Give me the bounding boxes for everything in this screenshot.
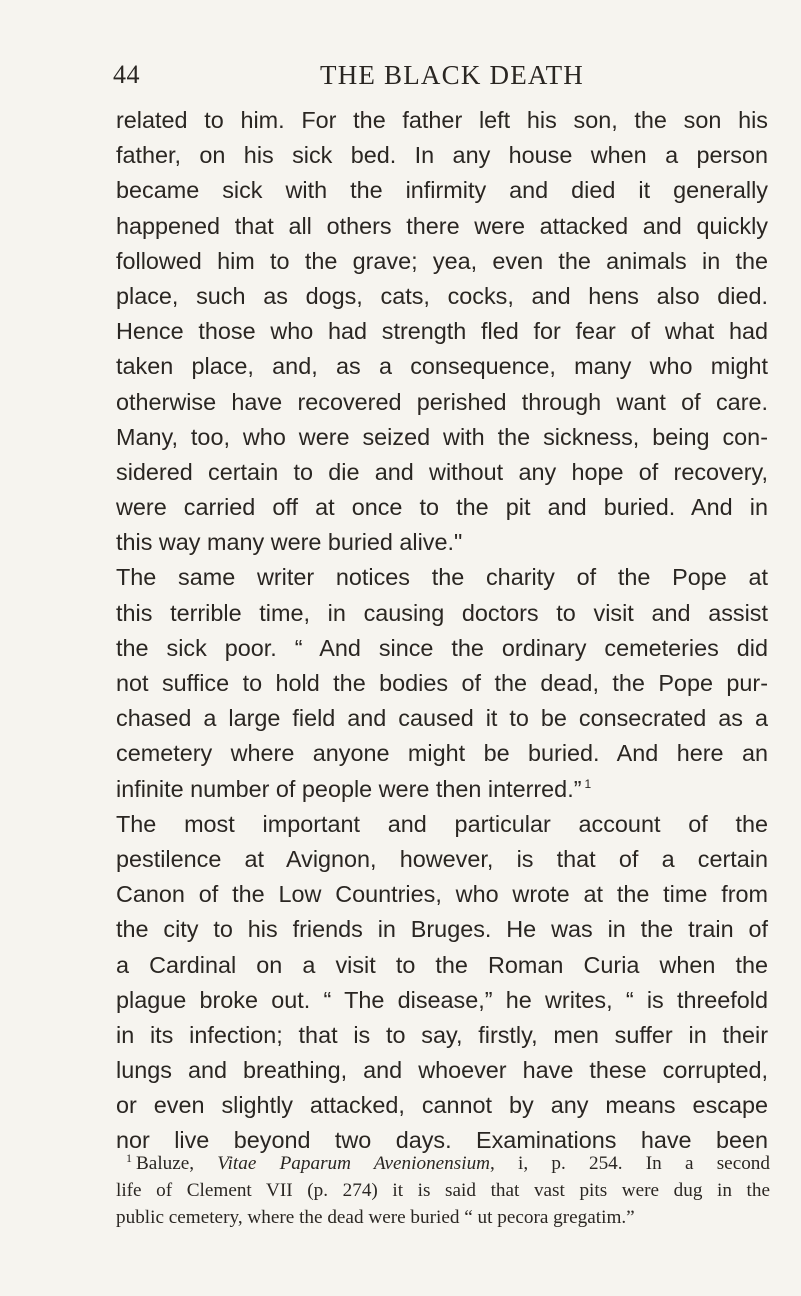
text-line: this terrible time, in causing doctors to visit and assist: [116, 599, 768, 626]
text-line: nor live beyond two days. Examinations have been: [116, 1127, 768, 1154]
text-line: Canon of the Low Countries, who wrote at the time from: [116, 881, 768, 908]
text-line: father, on his sick bed. In any house when a person: [116, 142, 768, 169]
text-line: sidered certain to die and without any hope of recovery,: [116, 458, 768, 485]
footnote-marker: 1: [126, 1150, 132, 1165]
body-text: [116, 103, 768, 1159]
text-line: the city to his friends in Bruges. He was in the train of: [116, 916, 768, 943]
footnote-reference: 1: [584, 776, 592, 791]
text-line: otherwise have recovered perished through want of care.: [116, 388, 768, 415]
page-number: 44: [113, 60, 140, 89]
footnote: [116, 1150, 770, 1232]
text-line: related to him. For the father left his son, the son his: [116, 107, 768, 133]
text-line: were carried off at once to the pit and buried. And in: [116, 494, 768, 521]
text-line: chased a large field and caused it to be consecrated as a: [116, 705, 768, 732]
footnote-title-italic: Vitae Paparum Avenionensium: [217, 1153, 491, 1174]
text-line: the sick poor. “ And since the ordinary cemeteries did: [116, 634, 768, 661]
text-line: Many, too, who were seized with the sickness, being con-: [116, 423, 768, 450]
text-line: happened that all others there were attacked and quickly: [116, 212, 768, 239]
footnote-text: Baluze,: [136, 1153, 218, 1174]
footnote-line: life of Clement VII (p. 274) it is said that vast pits were dug in the: [116, 1180, 770, 1202]
footnote-text: , i, p. 254. In a second: [490, 1153, 770, 1174]
text-line: Hence those who had strength fled for fear of what had: [116, 318, 768, 345]
text-line: plague broke out. “ The disease,” he writes, “ is threefold: [116, 986, 768, 1013]
page-header: [0, 56, 801, 96]
text-line: not suffice to hold the bodies of the dead, the Pope pur-: [116, 670, 768, 696]
footnote-line: [116, 1150, 770, 1177]
footnote-line: public cemetery, where the dead were buried “ ut pecora gregatim.”: [116, 1207, 635, 1229]
text-line-content: infinite number of people were then interred.”: [116, 775, 582, 802]
text-line: place, such as dogs, cats, cocks, and hens also died.: [116, 282, 768, 309]
text-line: in its infection; that is to say, firstly, men suffer in their: [116, 1021, 768, 1048]
text-line: cemetery where anyone might be buried. And here an: [116, 740, 768, 767]
text-line: The most important and particular account of the: [116, 810, 768, 837]
text-line: The same writer notices the charity of the Pope at: [116, 564, 768, 591]
text-line: this way many were buried alive.": [116, 529, 463, 556]
text-line: taken place, and, as a consequence, many who might: [116, 353, 768, 380]
text-line: pestilence at Avignon, however, is that of a certain: [116, 845, 768, 872]
running-head: THE BLACK DEATH: [320, 60, 584, 90]
text-line: became sick with the infirmity and died it generally: [116, 177, 768, 204]
text-line: or even slightly attacked, cannot by any means escape: [116, 1092, 768, 1119]
text-line: lungs and breathing, and whoever have these corrupted,: [116, 1057, 768, 1084]
text-line: a Cardinal on a visit to the Roman Curia when the: [116, 951, 768, 978]
text-line: [116, 772, 768, 807]
text-line: followed him to the grave; yea, even the animals in the: [116, 247, 768, 274]
